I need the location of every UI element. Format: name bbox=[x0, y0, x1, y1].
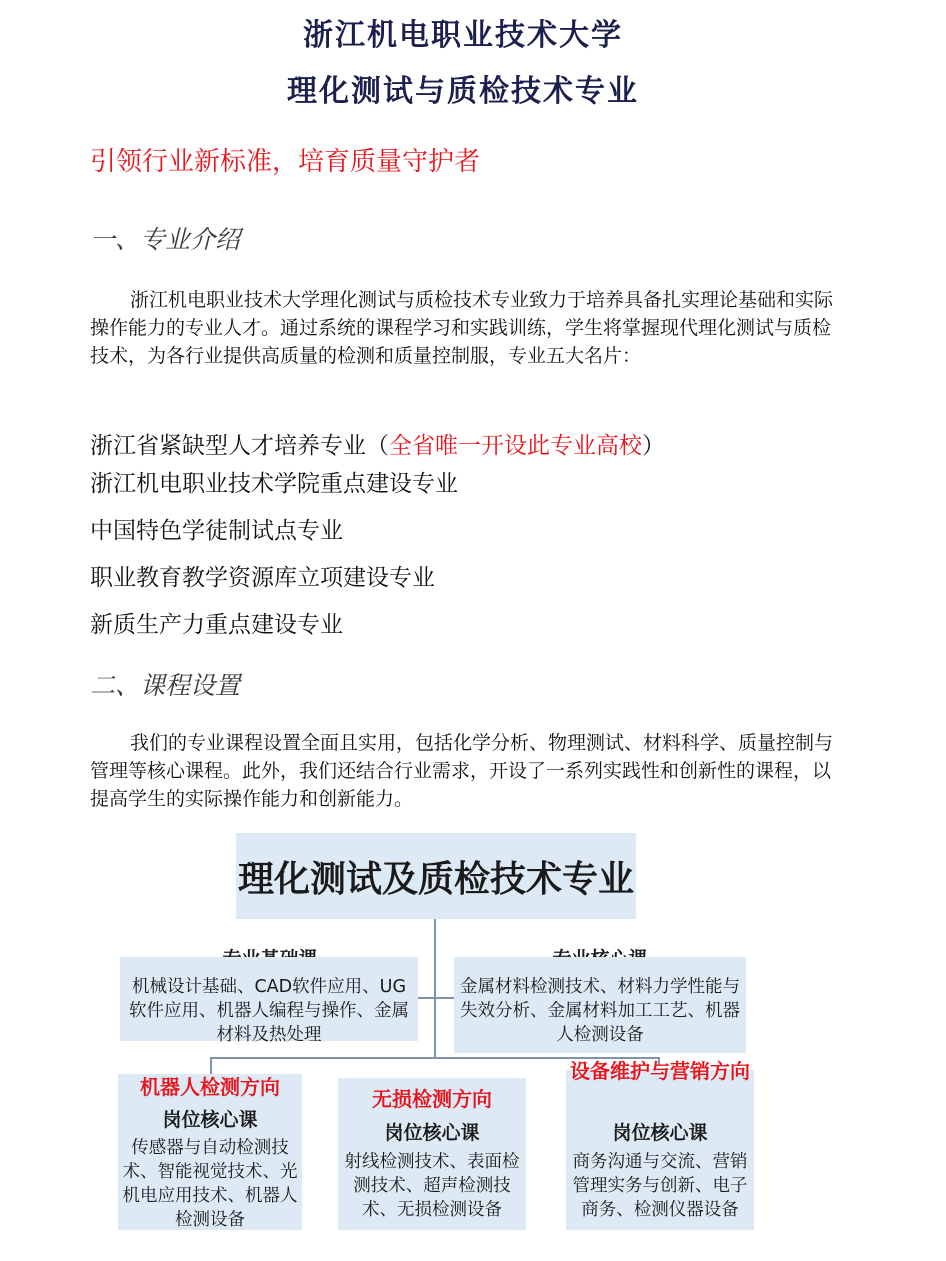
introduction-paragraph: 浙江机电职业技术大学理化测试与质检技术专业致力于培养具备扎实理论基础和实际操作能力的专业人才。通过系统的课程学习和实践训练，学生将掌握现代理化测试与质检技术，为各行业提供高质量的检测和质量控制服，专业五大名片： bbox=[90, 289, 834, 367]
direction-maintenance-subheading: 岗位核心课 bbox=[612, 1122, 708, 1144]
core-courses-text: 金属材料检测技术、材料力学性能与失效分析、金属材料加工工艺、机器人检测设备 bbox=[460, 977, 740, 1045]
basic-courses-box bbox=[120, 957, 418, 1045]
connector-basic-core bbox=[418, 997, 454, 999]
program-title: 理化测试与质检技术专业 bbox=[287, 74, 639, 109]
card-item-1-suffix: ） bbox=[642, 433, 665, 459]
direction-ndt-courses: 射线检测技术、表面检测技术、超声检测技术、无损检测设备 bbox=[344, 1152, 520, 1220]
curriculum-paragraph: 我们的专业课程设置全面且实用，包括化学分析、物理测试、材料科学、质量控制与管理等核心课程。此外，我们还结合行业需求，开设了一系列实践性和创新性的课程，以提高学生的实际操作能力和创新能力。 bbox=[90, 732, 834, 810]
card-item-4: 职业教育教学资源库立项建设专业 bbox=[90, 565, 435, 591]
section-heading-curriculum: 二、课程设置 bbox=[90, 671, 241, 700]
direction-ndt-subheading: 岗位核心课 bbox=[384, 1122, 480, 1144]
diagram-title-box bbox=[236, 833, 636, 919]
direction-maintenance-name: 设备维护与营销方向 bbox=[570, 1059, 750, 1083]
basic-courses-text: 机械设计基础、CAD软件应用、UG软件应用、机器人编程与操作、金属材料及热处理 bbox=[129, 977, 409, 1045]
direction-robot-subheading: 岗位核心课 bbox=[162, 1109, 258, 1131]
card-item-1-highlight: 全省唯一开设此专业高校 bbox=[389, 433, 642, 459]
section-heading-introduction: 一、专业介绍 bbox=[90, 225, 241, 254]
diagram-title: 理化测试及质检技术专业 bbox=[237, 858, 634, 900]
direction-robot-courses: 传感器与自动检测技术、智能视觉技术、光机电应用技术、机器人检测设备 bbox=[122, 1138, 298, 1230]
card-item-1-prefix: 浙江省紧缺型人才培养专业（ bbox=[90, 433, 389, 459]
direction-maintenance-courses: 商务沟通与交流、营销管理实务与创新、电子商务、检测仪器设备 bbox=[572, 1152, 748, 1220]
university-title: 浙江机电职业技术大学 bbox=[303, 18, 623, 53]
direction-robot-name: 机器人检测方向 bbox=[140, 1075, 280, 1099]
core-courses-box bbox=[454, 957, 746, 1053]
slogan: 引领行业新标准，培育质量守护者 bbox=[90, 147, 481, 177]
card-item-5: 新质生产力重点建设专业 bbox=[90, 612, 343, 638]
card-item-2: 浙江机电职业技术学院重点建设专业 bbox=[90, 471, 458, 497]
connector-vertical bbox=[434, 919, 436, 1059]
card-item-3: 中国特色学徒制试点专业 bbox=[90, 518, 343, 544]
direction-ndt-name: 无损检测方向 bbox=[372, 1087, 492, 1111]
